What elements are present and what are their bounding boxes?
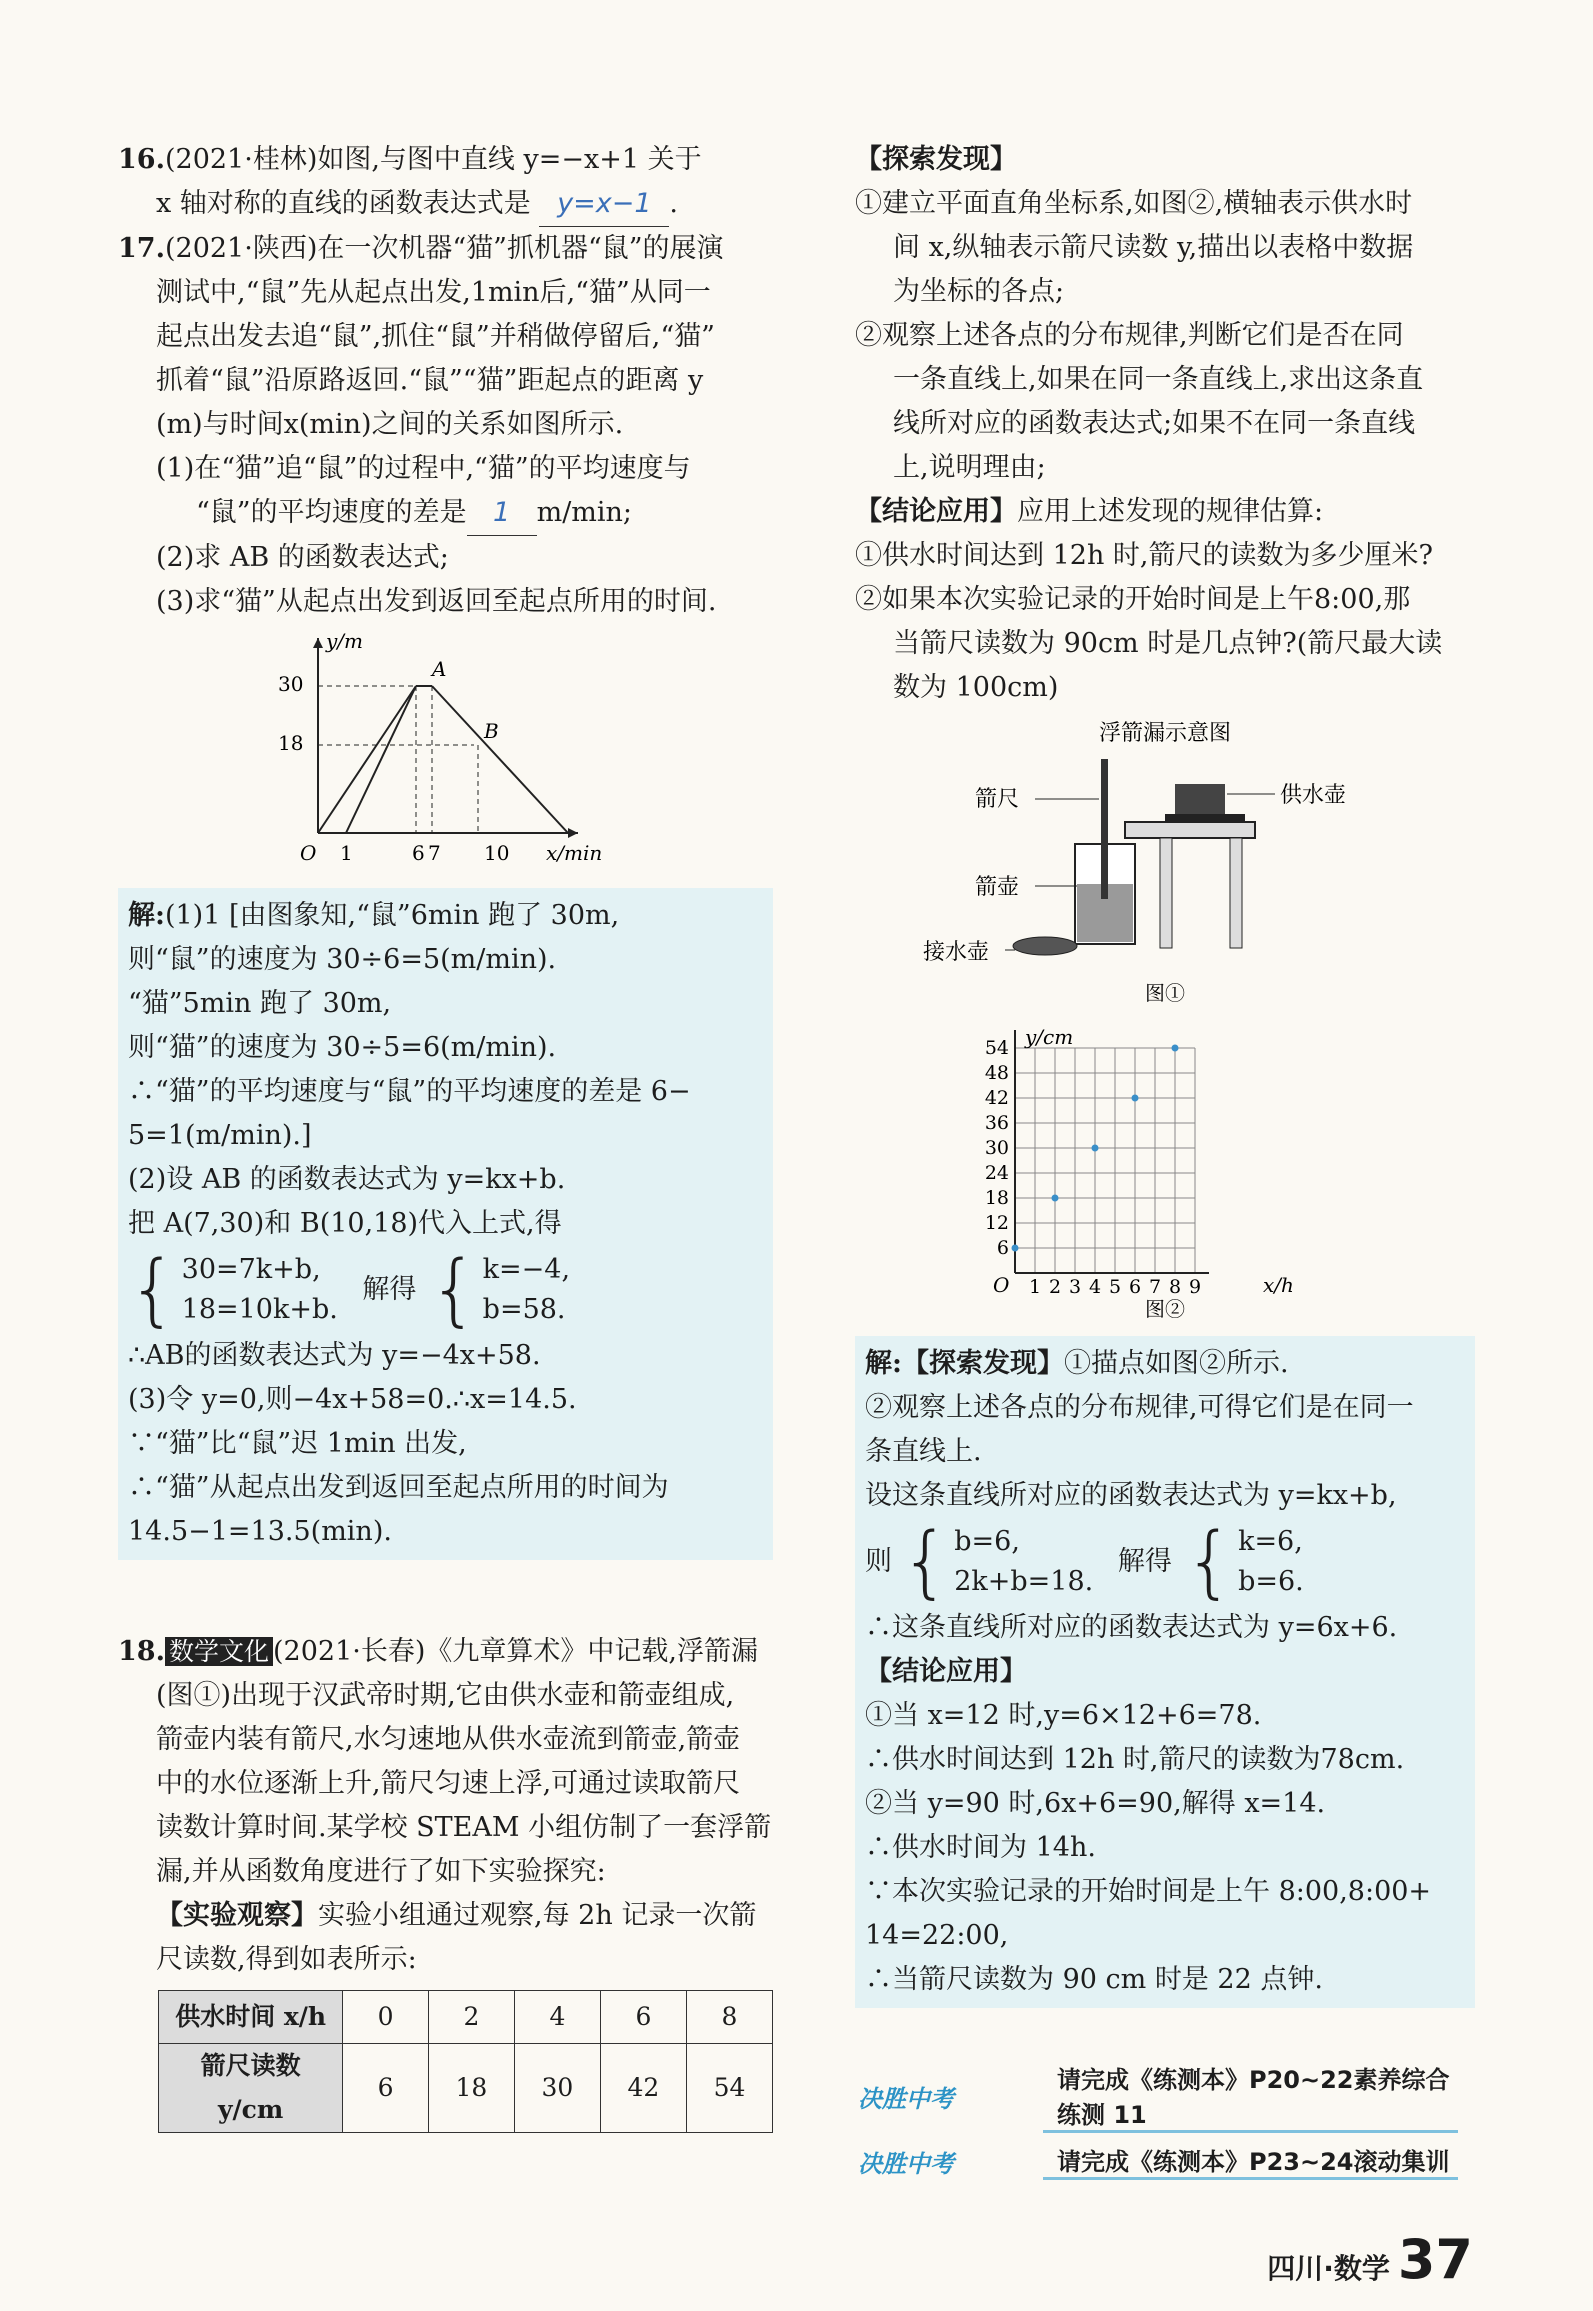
question-text: ②如果本次实验记录的开始时间是上午8:00,那 [855, 584, 1411, 615]
solution-line: 14.5−1=13.5(min). [128, 1516, 392, 1547]
solution-line: (3)令 y=0,则−4x+58=0.∴x=14.5. [128, 1384, 577, 1415]
section-tag: 【实验观察】 [156, 1900, 318, 1931]
banner-text: 请完成《练测本》P20~22素养综合练测 11 [1043, 2060, 1458, 2133]
table-cell: 6 [600, 1991, 686, 2044]
question-text: 为坐标的各点; [893, 276, 1065, 307]
x-tick-10: 10 [484, 841, 510, 865]
banner-logo: 决胜中考 [858, 2149, 954, 2178]
data-point [1092, 1145, 1099, 1152]
solution-lead: 解: [865, 1348, 902, 1379]
table-cell: 18 [428, 2044, 514, 2133]
y-tick-label: 54 [984, 1037, 1009, 1059]
solution-line: ∴AB的函数表达式为 y=−4x+58. [128, 1340, 541, 1371]
x-axis-arrow [568, 828, 578, 838]
x-tick-label: 3 [1068, 1276, 1082, 1298]
y-axis-label: y/m [326, 629, 364, 653]
question-text: 应用上述发现的规律估算: [1017, 496, 1324, 527]
question-number: 16. [118, 144, 165, 175]
arrow-ruler [1101, 759, 1108, 899]
section-tag: 【探索发现】 [855, 144, 1017, 175]
table-row [159, 2044, 773, 2133]
x-tick-1: 1 [340, 841, 353, 865]
solution-lead: 解: [128, 900, 165, 931]
x-tick-label: 4 [1088, 1276, 1102, 1298]
page-footer [1267, 2228, 1473, 2291]
question-text: 数为 100cm) [893, 672, 1059, 703]
question-text: 抓着“鼠”沿原路返回.“鼠”“猫”距起点的距离 y [156, 365, 704, 396]
row-header: 供水时间 x/h [159, 1991, 343, 2044]
mouse-line [318, 686, 416, 833]
scatter-chart [855, 1028, 1475, 1318]
data-point [1012, 1245, 1019, 1252]
right-column [855, 138, 1475, 2008]
y-tick-label: 24 [984, 1162, 1009, 1184]
sub-question-3: (3)求“猫”从起点出发到返回至起点所用的时间. [156, 586, 717, 617]
question-text: (m)与时间x(min)之间的关系如图所示. [156, 409, 624, 440]
solution-line: 5=1(m/min).] [128, 1120, 312, 1151]
label-ruler: 箭尺 [975, 787, 1020, 812]
question-text: 一条直线上,如果在同一条直线上,求出这条直 [893, 364, 1424, 395]
solution-line: ∴“猫”从起点出发到返回至起点所用的时间为 [128, 1472, 669, 1503]
x-tick-label: 6 [1128, 1276, 1142, 1298]
footer-label: 四川·数学 [1267, 2252, 1390, 2285]
question-text: 线所对应的函数表达式;如果不在同一条直线 [893, 408, 1416, 439]
answer-blank: y=x−1 [539, 182, 669, 227]
table-cell: 30 [514, 2044, 600, 2133]
solution-line: ∴供水时间达到 12h 时,箭尺的读数为78cm. [865, 1744, 1405, 1775]
banner-logo: 决胜中考 [858, 2084, 954, 2113]
supply-pot-rim [1165, 814, 1245, 822]
unit: m/min; [536, 497, 633, 528]
solve-label: 解得 [362, 1274, 417, 1305]
banner-practice-1 [818, 2065, 1458, 2129]
question-text: 读数计算时间.某学校 STEAM 小组仿制了一套浮箭 [156, 1812, 772, 1843]
solution-line: ②观察上述各点的分布规律,可得它们是在同一 [865, 1392, 1414, 1423]
label-arrowpot: 箭壶 [975, 875, 1020, 900]
solution-line: “猫”5min 跑了 30m, [128, 988, 392, 1019]
question-text: 尺读数,得到如表所示: [156, 1944, 417, 1975]
question-17 [118, 227, 773, 624]
equation: b=6, [954, 1526, 1020, 1557]
equation: 18=10k+b. [181, 1294, 338, 1325]
banner-text: 请完成《练测本》P23~24滚动集训 [1043, 2142, 1458, 2180]
label-receive: 接水壶 [923, 940, 990, 965]
figure-caption: 图① [1145, 981, 1185, 1005]
question-text: 箭壶内装有箭尺,水匀速地从供水壶流到箭壶,箭壶 [156, 1724, 741, 1755]
table-cell: 4 [514, 1991, 600, 2044]
solution-line: ∴“猫”的平均速度与“鼠”的平均速度的差是 6− [128, 1076, 691, 1107]
x-tick-label: 1 [1028, 1276, 1042, 1298]
x-tick-label: 7 [1148, 1276, 1162, 1298]
table-cell: 6 [343, 2044, 429, 2133]
math-culture-badge: 数学文化 [165, 1637, 273, 1666]
figure-title: 浮箭漏示意图 [1098, 721, 1232, 746]
question-text: ①供水时间达到 12h 时,箭尺的读数为多少厘米? [855, 540, 1433, 571]
solution-18 [855, 1336, 1475, 2008]
solution-line: ∵本次实验记录的开始时间是上午 8:00,8:00+ [865, 1876, 1432, 1907]
equation: b=6. [1238, 1566, 1304, 1597]
equation: k=−4, [482, 1254, 571, 1285]
x-tick-7: 7 [428, 841, 441, 865]
solve-label: 解得 [1117, 1546, 1172, 1577]
solution-line: ∵“猫”比“鼠”迟 1min 出发, [128, 1428, 467, 1459]
y-tick-18: 18 [278, 731, 304, 755]
y-tick-label: 6 [996, 1237, 1009, 1259]
return-line [432, 686, 568, 833]
solution-line: 14=22:00, [865, 1920, 1009, 1951]
stand-leg [1230, 838, 1242, 948]
figure-caption: 图② [1145, 1297, 1185, 1318]
sub-question-1: (1)在“猫”追“鼠”的过程中,“猫”的平均速度与 [156, 453, 691, 484]
table-cell: 54 [686, 2044, 772, 2133]
point-b-label: B [484, 719, 499, 743]
y-tick-label: 42 [984, 1087, 1009, 1109]
solution-17 [118, 888, 773, 1560]
question-text: 上,说明理由; [893, 452, 1046, 483]
table-cell: 0 [343, 1991, 429, 2044]
data-point [1132, 1095, 1139, 1102]
x-tick-label: 9 [1188, 1276, 1202, 1298]
question-18 [118, 1630, 773, 2133]
page-number: 37 [1397, 2228, 1473, 2291]
equation: b=58. [482, 1294, 566, 1325]
table-cell: 2 [428, 1991, 514, 2044]
data-point [1052, 1195, 1059, 1202]
question-text: 中的水位逐渐上升,箭尺匀速上浮,可通过读取箭尺 [156, 1768, 741, 1799]
question-text: 实验小组通过观察,每 2h 记录一次箭 [318, 1900, 757, 1931]
x-tick-label: 8 [1168, 1276, 1182, 1298]
y-axis-label: y/cm [1025, 1028, 1074, 1049]
solution-line: 把 A(7,30)和 B(10,18)代入上式,得 [128, 1208, 562, 1239]
y-tick-label: 48 [984, 1062, 1009, 1084]
stand-leg [1160, 838, 1172, 948]
question-text: ②观察上述各点的分布规律,判断它们是否在同 [855, 320, 1404, 351]
question-text: x 轴对称的直线的函数表达式是 [156, 188, 531, 219]
equation: 30=7k+b, [181, 1254, 321, 1285]
question-text: 当箭尺读数为 90cm 时是几点钟?(箭尺最大读 [893, 628, 1443, 659]
equation: k=6, [1238, 1526, 1303, 1557]
then-label: 则 [865, 1546, 892, 1577]
question-text: 测试中,“鼠”先从起点出发,1min后,“猫”从同一 [156, 277, 711, 308]
solution-line: 设这条直线所对应的函数表达式为 y=kx+b, [865, 1480, 1397, 1511]
x-axis-label: x/min [546, 841, 603, 865]
solution-line: ①描点如图②所示. [1063, 1348, 1289, 1379]
question-16 [118, 138, 773, 227]
x-tick-label: 2 [1048, 1276, 1062, 1298]
banner-practice-2 [818, 2140, 1458, 2182]
answer-blank: 1 [467, 491, 537, 536]
equation-system: { 30=7k+b, 18=10k+b. 解得 { k=−4, b=58. [128, 1245, 571, 1335]
solution-line: ∴当箭尺读数为 90 cm 时是 22 点钟. [865, 1964, 1323, 1995]
y-tick-30: 30 [278, 672, 304, 696]
solution-line: (2)设 AB 的函数表达式为 y=kx+b. [128, 1164, 566, 1195]
origin-label: O [300, 841, 317, 865]
solution-line: 条直线上. [865, 1436, 982, 1467]
data-table [158, 1990, 773, 2133]
table-row [159, 1991, 773, 2044]
question-text: 间 x,纵轴表示箭尺读数 y,描出以表格中数据 [893, 232, 1414, 263]
row-header: 箭尺读数 y/cm [159, 2044, 343, 2133]
x-axis-label: x/h [1263, 1273, 1294, 1297]
question-text: 漏,并从函数角度进行了如下实验探究: [156, 1856, 606, 1887]
table-cell: 8 [686, 1991, 772, 2044]
equation: 2k+b=18. [954, 1566, 1094, 1597]
y-tick-label: 18 [984, 1187, 1009, 1209]
question-text: ①建立平面直角坐标系,如图②,横轴表示供水时 [855, 188, 1413, 219]
y-tick-label: 30 [984, 1137, 1009, 1159]
section-tag: 【结论应用】 [865, 1656, 1027, 1687]
solution-line: 则“鼠”的速度为 30÷6=5(m/min). [128, 944, 557, 975]
water-clock-figure [855, 714, 1475, 1014]
section-tag: 【探索发现】 [901, 1348, 1064, 1379]
receiving-pot [1013, 937, 1077, 955]
question-number: 18. [118, 1636, 165, 1667]
label-supply: 供水壶 [1280, 783, 1347, 808]
question-text: (2021·陕西)在一次机器“猫”抓机器“鼠”的展演 [164, 233, 724, 264]
question-text: 起点出发去追“鼠”,抓住“鼠”并稍做停留后,“猫” [156, 321, 715, 352]
solution-line: ∴供水时间为 14h. [865, 1832, 1096, 1863]
graph-cat-mouse [248, 628, 648, 868]
stand-top [1125, 822, 1255, 838]
solution-line: ②当 y=90 时,6x+6=90,解得 x=14. [865, 1788, 1326, 1819]
supply-pot-top [1175, 784, 1225, 814]
equation-system: 则 { b=6, 2k+b=18. 解得 { k=6, b=6. [865, 1517, 1304, 1607]
table-cell: 42 [600, 2044, 686, 2133]
solution-line: ∴这条直线所对应的函数表达式为 y=6x+6. [865, 1612, 1398, 1643]
sub-question-1-text: “鼠”的平均速度的差是 [196, 497, 467, 528]
y-tick-label: 36 [984, 1112, 1009, 1134]
solution-line: 则“猫”的速度为 30÷5=6(m/min). [128, 1032, 557, 1063]
point-a-label: A [432, 657, 447, 681]
origin-label: O [993, 1273, 1010, 1297]
x-tick-6: 6 [412, 841, 425, 865]
y-axis-arrow [313, 638, 323, 648]
question-text: (2021·长春)《九章算术》中记载,浮箭漏 [273, 1636, 758, 1667]
y-tick-label: 12 [984, 1212, 1009, 1234]
punct: . [669, 188, 678, 219]
cat-line [346, 686, 416, 833]
section-tag: 【结论应用】 [855, 496, 1017, 527]
question-text: (2021·桂林)如图,与图中直线 y=−x+1 关于 [164, 144, 702, 175]
solution-line: (1)1 [由图象知,“鼠”6min 跑了 30m, [164, 900, 620, 931]
data-point [1172, 1045, 1179, 1052]
solution-line: ①当 x=12 时,y=6×12+6=78. [865, 1700, 1262, 1731]
left-column [118, 138, 773, 2133]
sub-question-2: (2)求 AB 的函数表达式; [156, 542, 449, 573]
x-tick-label: 5 [1108, 1276, 1122, 1298]
question-number: 17. [118, 233, 165, 264]
question-text: (图①)出现于汉武帝时期,它由供水壶和箭壶组成, [156, 1680, 735, 1711]
